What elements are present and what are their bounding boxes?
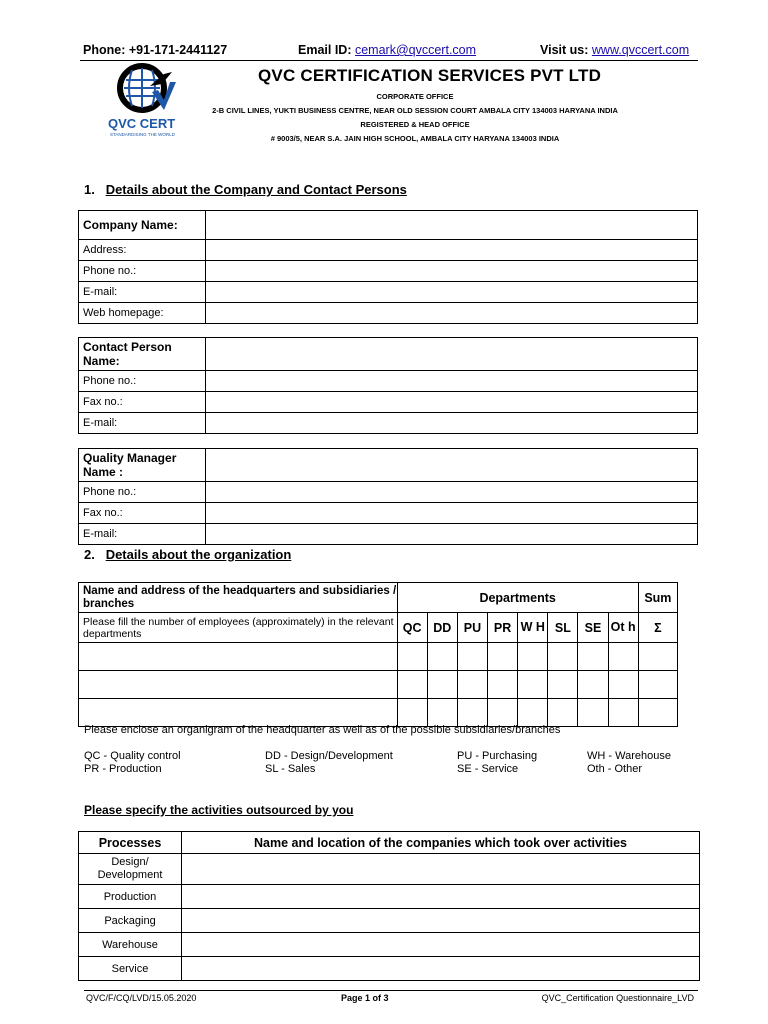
hq-label: Name and address of the headquarters and subsidiaries / branches <box>79 583 398 613</box>
quality-manager-table <box>78 448 698 545</box>
org-row <box>79 643 678 671</box>
process-design: Design/ Development <box>79 854 182 885</box>
legend-pu: PU - Purchasing <box>457 750 538 762</box>
dept-pu: PU <box>457 613 487 643</box>
dept-oth: Ot h <box>608 613 638 643</box>
section-2-number: 2. <box>84 547 95 562</box>
contact-phone-label: Phone no.: <box>79 371 206 392</box>
quality-manager-label: Quality Manager Name : <box>79 449 206 482</box>
org-cell[interactable] <box>518 643 548 671</box>
header-contact-bar <box>80 42 698 61</box>
phone-label: Phone no.: <box>79 261 206 282</box>
legend-dd: DD - Design/Development <box>265 750 393 762</box>
org-cell[interactable] <box>578 643 608 671</box>
company-logo <box>106 62 184 138</box>
org-cell[interactable] <box>397 671 427 699</box>
departments-header: Departments <box>397 583 638 613</box>
qm-fax-label: Fax no.: <box>79 503 206 524</box>
section-1-heading <box>84 182 407 197</box>
head-office-label: REGISTERED & HEAD OFFICE <box>360 120 470 129</box>
dept-pr: PR <box>488 613 518 643</box>
organigram-note: Please enclose an organigram of the headquarter as well as of the possible subsidiaries/branches <box>84 724 561 736</box>
legend-col-2 <box>265 750 393 776</box>
head-office-address: # 9003/5, NEAR S.A. JAIN HIGH SCHOOL, AMBALA CITY HARYANA 134003 INDIA <box>270 134 560 143</box>
email-label: Email ID: <box>298 43 352 57</box>
org-cell[interactable] <box>457 643 487 671</box>
org-cell[interactable] <box>578 671 608 699</box>
org-name-cell[interactable] <box>79 671 398 699</box>
org-cell[interactable] <box>427 699 457 727</box>
sigma-symbol: Σ <box>638 613 677 643</box>
web-homepage-label: Web homepage: <box>79 303 206 324</box>
section-2-heading <box>84 547 291 562</box>
header-website <box>540 43 689 57</box>
org-sum-cell[interactable] <box>638 699 677 727</box>
org-cell[interactable] <box>457 699 487 727</box>
process-design-field[interactable] <box>182 854 700 885</box>
company-name-label: Company Name: <box>79 211 206 240</box>
footer-doc-title: QVC_Certification Questionnaire_LVD <box>541 993 694 1003</box>
company-name-field[interactable] <box>205 211 697 240</box>
quality-manager-field[interactable] <box>205 449 697 482</box>
processes-table <box>78 831 700 981</box>
phone-field[interactable] <box>205 261 697 282</box>
org-cell[interactable] <box>548 643 578 671</box>
header-email <box>298 43 476 57</box>
legend-qc: QC - Quality control <box>84 750 181 762</box>
address-field[interactable] <box>205 240 697 261</box>
org-cell[interactable] <box>518 671 548 699</box>
contact-person-field[interactable] <box>205 338 697 371</box>
page-footer <box>84 990 698 1005</box>
org-name-cell[interactable] <box>79 643 398 671</box>
company-block <box>200 66 700 143</box>
legend-oth: Oth - Other <box>587 763 643 775</box>
legend-col-3 <box>457 750 537 776</box>
company-name: QVC CERTIFICATION SERVICES PVT LTD <box>258 66 602 85</box>
footer-doc-code: QVC/F/CQ/LVD/15.05.2020 <box>86 993 197 1003</box>
process-service: Service <box>79 957 182 981</box>
org-cell[interactable] <box>608 671 638 699</box>
process-service-field[interactable] <box>182 957 700 981</box>
legend-col-1 <box>84 750 181 776</box>
web-homepage-field[interactable] <box>205 303 697 324</box>
org-cell[interactable] <box>427 671 457 699</box>
qm-phone-field[interactable] <box>205 482 697 503</box>
process-production-field[interactable] <box>182 885 700 909</box>
org-cell[interactable] <box>427 643 457 671</box>
address-label: Address: <box>79 240 206 261</box>
legend-wh: WH - Warehouse <box>587 750 671 762</box>
qm-phone-label: Phone no.: <box>79 482 206 503</box>
org-cell[interactable] <box>548 671 578 699</box>
dept-wh: W H <box>518 613 548 643</box>
visit-label: Visit us: <box>540 43 589 57</box>
corporate-office-address: 2-B CIVIL LINES, YUKTI BUSINESS CENTRE, NEAR OLD SESSION COURT AMBALA CITY 134003 HARYANA INDIA <box>212 106 618 115</box>
qm-email-label: E-mail: <box>79 524 206 545</box>
org-cell[interactable] <box>488 671 518 699</box>
section-1-title: Details about the Company and Contact Persons <box>105 182 407 197</box>
org-row <box>79 671 678 699</box>
legend-pr: PR - Production <box>84 763 162 775</box>
outsourced-heading: Please specify the activities outsourced by you <box>84 803 354 817</box>
dept-se: SE <box>578 613 608 643</box>
contact-email-label: E-mail: <box>79 413 206 434</box>
section-2-title: Details about the organization <box>105 547 292 562</box>
org-cell[interactable] <box>488 643 518 671</box>
dept-qc: QC <box>397 613 427 643</box>
email-label: E-mail: <box>79 282 206 303</box>
footer-page-number: Page 1 of 3 <box>341 993 389 1003</box>
sum-header: Sum <box>638 583 677 613</box>
org-cell[interactable] <box>518 699 548 727</box>
qm-email-field[interactable] <box>205 524 697 545</box>
email-link[interactable]: cemark@qvccert.com <box>354 43 477 57</box>
legend-se: SE - Service <box>457 763 519 775</box>
org-sum-cell[interactable] <box>638 643 677 671</box>
qm-fax-field[interactable] <box>205 503 697 524</box>
organization-table <box>78 582 678 727</box>
org-cell[interactable] <box>578 699 608 727</box>
fill-note: Please fill the number of employees (approximately) in the relevant departments <box>79 613 398 643</box>
process-production: Production <box>79 885 182 909</box>
dept-dd: DD <box>427 613 457 643</box>
logo-text: QVC CERT <box>108 116 176 131</box>
legend-sl: SL - Sales <box>265 763 316 775</box>
org-cell[interactable] <box>608 643 638 671</box>
email-field[interactable] <box>205 282 697 303</box>
logo-tagline: STANDARDISING THE WORLD <box>110 132 175 137</box>
contact-phone-field[interactable] <box>205 371 697 392</box>
process-warehouse: Warehouse <box>79 933 182 957</box>
company-details-table <box>78 210 698 324</box>
companies-header: Name and location of the companies which took over activities <box>182 832 700 854</box>
contact-fax-field[interactable] <box>205 392 697 413</box>
website-link[interactable]: www.qvccert.com <box>591 43 690 57</box>
processes-header: Processes <box>79 832 182 854</box>
process-warehouse-field[interactable] <box>182 933 700 957</box>
org-cell[interactable] <box>397 699 427 727</box>
org-cell[interactable] <box>608 699 638 727</box>
org-sum-cell[interactable] <box>638 671 677 699</box>
org-cell[interactable] <box>548 699 578 727</box>
section-1-number: 1. <box>84 182 95 197</box>
org-cell[interactable] <box>457 671 487 699</box>
corporate-office-label: CORPORATE OFFICE <box>376 92 454 101</box>
contact-person-table <box>78 337 698 434</box>
process-packaging-field[interactable] <box>182 909 700 933</box>
process-packaging: Packaging <box>79 909 182 933</box>
legend-col-4 <box>587 750 671 776</box>
contact-fax-label: Fax no.: <box>79 392 206 413</box>
contact-email-field[interactable] <box>205 413 697 434</box>
header-phone: Phone: +91-171-2441127 <box>83 43 228 57</box>
org-cell[interactable] <box>488 699 518 727</box>
contact-person-label: Contact Person Name: <box>79 338 206 371</box>
org-name-cell[interactable] <box>79 699 398 727</box>
org-row <box>79 699 678 727</box>
org-cell[interactable] <box>397 643 427 671</box>
dept-sl: SL <box>548 613 578 643</box>
